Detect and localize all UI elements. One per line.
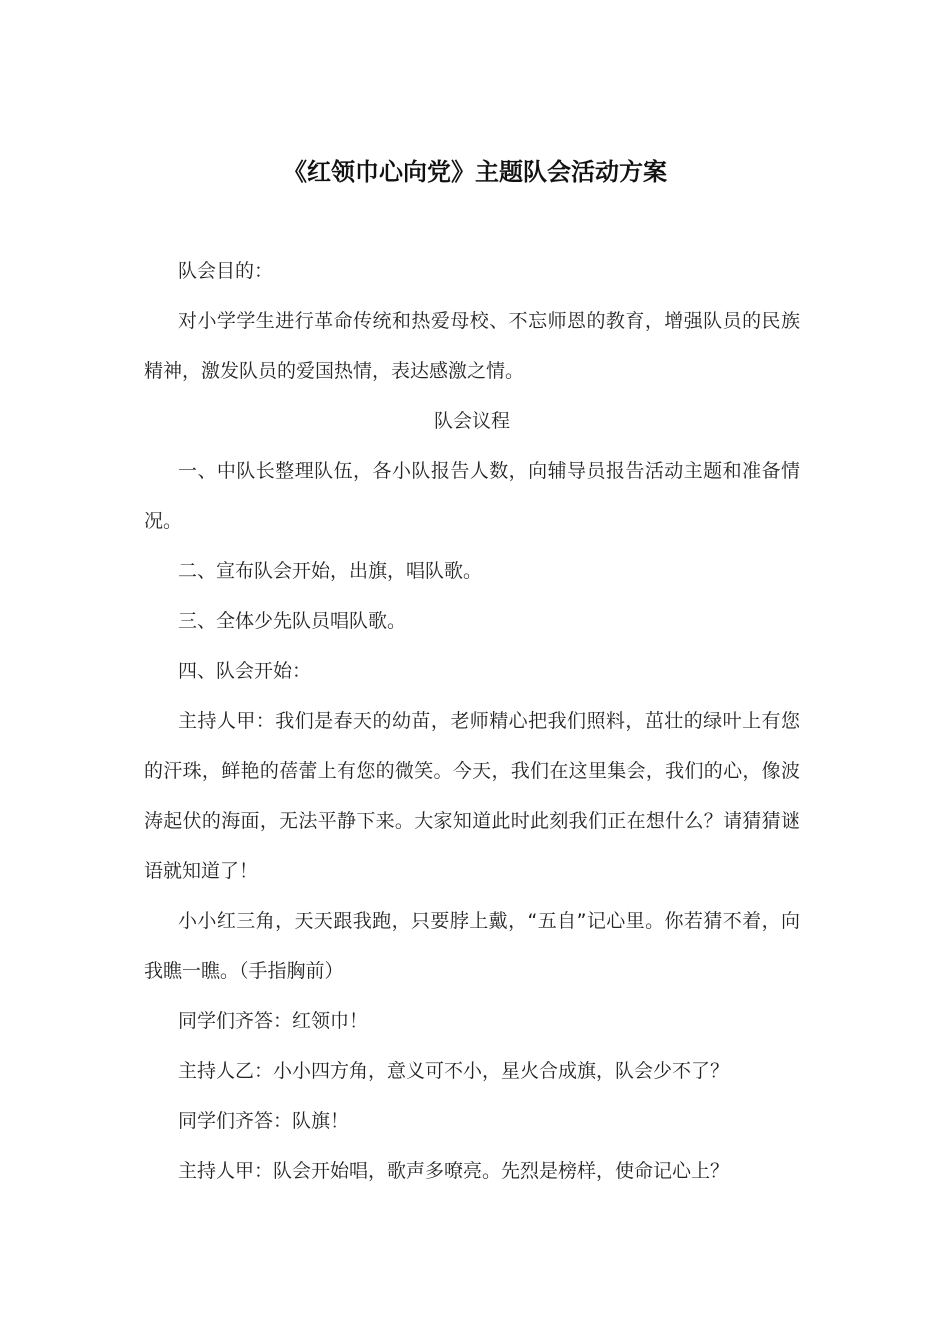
document-title: 《红领巾心向党》主题队会活动方案 (283, 158, 667, 186)
paragraph-host-b-riddle: 主持人乙：小小四方角，意义可不小，星火合成旗，队会少不了？ (178, 1060, 730, 1082)
document-body (144, 246, 800, 1196)
paragraph-agenda-item-3: 三、全体少先队员唱队歌。 (178, 610, 407, 632)
paragraph-host-a-intro: 主持人甲：我们是春天的幼苗，老师精心把我们照料，茁壮的绿叶上有您的汗珠，鲜艳的蓓蕾上有您的微笑。今天，我们在这里集会，我们的心，像波涛起伏的海面，无法平静下来。大家知道此时此刻我们正在想什么？请猜猜谜语就知道了！ (144, 710, 800, 882)
paragraph-answer-scarf: 同学们齐答：红领巾！ (178, 1010, 369, 1032)
section-heading-agenda: 队会议程 (433, 410, 510, 432)
paragraph-agenda-item-2: 二、宣布队会开始，出旗，唱队歌。 (178, 560, 483, 582)
paragraph-purpose-heading: 队会目的： (178, 260, 274, 282)
paragraph-answer-flag: 同学们齐答：队旗！ (178, 1110, 350, 1132)
paragraph-host-a-song: 主持人甲：队会开始唱，歌声多嘹亮。先烈是榜样，使命记心上？ (178, 1160, 730, 1182)
paragraph-agenda-item-4: 四、队会开始： (178, 660, 312, 682)
paragraph-purpose-text: 对小学学生进行革命传统和热爱母校、不忘师恩的教育，增强队员的民族精神，激发队员的爱国热情，表达感激之情。 (144, 310, 800, 382)
paragraph-agenda-item-1: 一、中队长整理队伍，各小队报告人数，向辅导员报告活动主题和准备情况。 (144, 460, 800, 532)
paragraph-riddle-scarf: 小小红三角，天天跟我跑，只要脖上戴，“五自”记心里。你若猜不着，向我瞧一瞧。（手指胸前） (144, 910, 800, 982)
